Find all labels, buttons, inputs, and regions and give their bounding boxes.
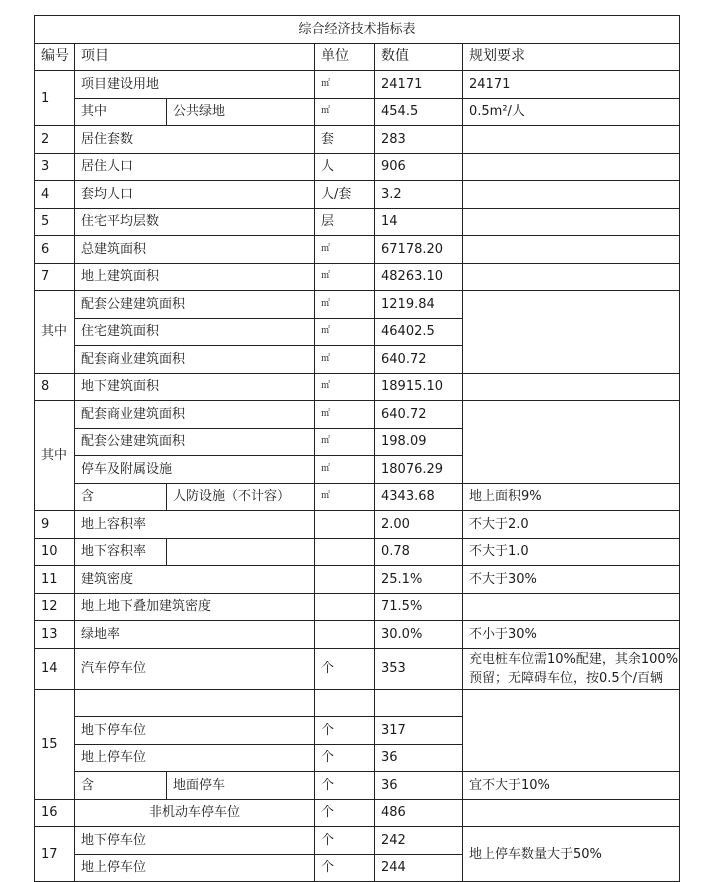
- row-value: 283: [375, 126, 463, 154]
- row-value: 25.1%: [375, 566, 463, 594]
- row-no: 14: [35, 648, 75, 689]
- table-row: [35, 566, 680, 594]
- row-req: [463, 689, 680, 772]
- row-item: 停车及附属设施: [75, 456, 315, 484]
- row-req: 宜不大于10%: [463, 772, 680, 800]
- row-unit: ㎡: [315, 318, 375, 346]
- row-unit: [315, 566, 375, 594]
- row-no: 其中: [35, 291, 75, 374]
- row-value: 24171: [375, 71, 463, 99]
- row-value: 71.5%: [375, 593, 463, 621]
- row-value: 353: [375, 648, 463, 689]
- row-unit: ㎡: [315, 483, 375, 511]
- table-row: [35, 689, 680, 717]
- row-value: 4343.68: [375, 483, 463, 511]
- row-unit: [315, 621, 375, 649]
- table-row: [35, 772, 680, 800]
- row-no: 其中: [35, 401, 75, 511]
- table-row: [35, 593, 680, 621]
- row-sub: 含: [75, 483, 167, 511]
- row-value: 1219.84: [375, 291, 463, 319]
- row-unit: 个: [315, 648, 375, 689]
- row-req: [463, 263, 680, 291]
- table-row: [35, 181, 680, 209]
- row-no: 2: [35, 126, 75, 154]
- row-no: 17: [35, 827, 75, 882]
- row-req: [463, 593, 680, 621]
- row-no: 1: [35, 71, 75, 126]
- row-item: 建筑密度: [75, 566, 315, 594]
- row-value: 3.2: [375, 181, 463, 209]
- row-unit: 个: [315, 717, 375, 745]
- row-item: 地上建筑面积: [75, 263, 315, 291]
- row-item: 居住人口: [75, 153, 315, 181]
- row-item: 地下停车位: [75, 827, 315, 855]
- row-req: [463, 153, 680, 181]
- row-value: 2.00: [375, 511, 463, 539]
- row-req: 不大于1.0: [463, 538, 680, 566]
- row-value: 18076.29: [375, 456, 463, 484]
- row-unit: [315, 689, 375, 717]
- row-value: 317: [375, 717, 463, 745]
- row-no: 7: [35, 263, 75, 291]
- row-no: 11: [35, 566, 75, 594]
- row-req: 不小于30%: [463, 621, 680, 649]
- table-row: [35, 621, 680, 649]
- table-title: 综合经济技术指标表: [35, 16, 680, 44]
- table-row: [35, 511, 680, 539]
- row-unit: ㎡: [315, 98, 375, 126]
- table-row: [35, 799, 680, 827]
- row-req: 充电桩车位需10%配建，其余100%预留；无障碍车位，按0.5个/百辆: [463, 648, 680, 689]
- row-no: 13: [35, 621, 75, 649]
- row-value: 36: [375, 744, 463, 772]
- row-req: [463, 236, 680, 264]
- row-item-empty: [75, 689, 315, 717]
- table-row: [35, 401, 680, 429]
- row-no: 12: [35, 593, 75, 621]
- row-item: 绿地率: [75, 621, 315, 649]
- row-item: 地下建筑面积: [75, 373, 315, 401]
- row-value: 30.0%: [375, 621, 463, 649]
- row-unit: [315, 511, 375, 539]
- row-unit: 个: [315, 744, 375, 772]
- row-unit: ㎡: [315, 71, 375, 99]
- row-value: 14: [375, 208, 463, 236]
- table-row: [35, 648, 680, 689]
- row-unit: 个: [315, 827, 375, 855]
- row-item: 人防设施（不计容）: [167, 483, 315, 511]
- row-item: 地面停车: [167, 772, 315, 800]
- table-row: [35, 98, 680, 126]
- row-item: 汽车停车位: [75, 648, 315, 689]
- row-unit: ㎡: [315, 291, 375, 319]
- row-item: 地下停车位: [75, 717, 315, 745]
- row-value: 486: [375, 799, 463, 827]
- row-item: 非机动车停车位: [75, 799, 315, 827]
- row-unit: 套: [315, 126, 375, 154]
- row-sub: 其中: [75, 98, 167, 126]
- row-unit: ㎡: [315, 401, 375, 429]
- row-unit: ㎡: [315, 236, 375, 264]
- table-row: [35, 373, 680, 401]
- row-unit: 人: [315, 153, 375, 181]
- row-value: 640.72: [375, 346, 463, 374]
- row-item: 地上容积率: [75, 511, 315, 539]
- row-value: 0.78: [375, 538, 463, 566]
- row-no: 9: [35, 511, 75, 539]
- row-item: 地上地下叠加建筑密度: [75, 593, 315, 621]
- row-no: 8: [35, 373, 75, 401]
- row-req: [463, 126, 680, 154]
- header-row: [35, 43, 680, 71]
- row-item: 配套公建建筑面积: [75, 291, 315, 319]
- row-value: 198.09: [375, 428, 463, 456]
- row-req: [463, 208, 680, 236]
- row-unit: ㎡: [315, 373, 375, 401]
- header-item: 项目: [75, 43, 315, 71]
- row-item: 配套公建建筑面积: [75, 428, 315, 456]
- row-unit: [315, 538, 375, 566]
- row-req: 地上面积9%: [463, 483, 680, 511]
- row-item: 地下容积率: [75, 538, 167, 566]
- row-unit: ㎡: [315, 346, 375, 374]
- row-item: 居住套数: [75, 126, 315, 154]
- row-value: 242: [375, 827, 463, 855]
- row-unit: 个: [315, 799, 375, 827]
- row-item: 套均人口: [75, 181, 315, 209]
- row-unit: [315, 593, 375, 621]
- row-item: 住宅建筑面积: [75, 318, 315, 346]
- row-item: 配套商业建筑面积: [75, 401, 315, 429]
- table-row: [35, 827, 680, 855]
- row-value: [375, 689, 463, 717]
- row-item: 地上停车位: [75, 854, 315, 882]
- row-no: 3: [35, 153, 75, 181]
- row-no: 4: [35, 181, 75, 209]
- table-row: [35, 236, 680, 264]
- table-row: [35, 263, 680, 291]
- header-req: 规划要求: [463, 43, 680, 71]
- table-row: [35, 483, 680, 511]
- row-value: 18915.10: [375, 373, 463, 401]
- row-req: [463, 401, 680, 484]
- row-value: 244: [375, 854, 463, 882]
- row-unit: 个: [315, 772, 375, 800]
- row-req: [463, 181, 680, 209]
- row-req: 0.5m²/人: [463, 98, 680, 126]
- row-value: 36: [375, 772, 463, 800]
- row-item: 项目建设用地: [75, 71, 315, 99]
- row-value: 46402.5: [375, 318, 463, 346]
- row-unit: 人/套: [315, 181, 375, 209]
- table-row: [35, 208, 680, 236]
- row-no: 16: [35, 799, 75, 827]
- header-value: 数值: [375, 43, 463, 71]
- table-row: [35, 153, 680, 181]
- row-no: 15: [35, 689, 75, 799]
- header-unit: 单位: [315, 43, 375, 71]
- row-sub: 含: [75, 772, 167, 800]
- row-value: 640.72: [375, 401, 463, 429]
- row-req: [463, 291, 680, 374]
- row-unit: ㎡: [315, 263, 375, 291]
- row-value: 454.5: [375, 98, 463, 126]
- row-item: 配套商业建筑面积: [75, 346, 315, 374]
- row-req: [463, 373, 680, 401]
- row-unit: 层: [315, 208, 375, 236]
- row-req: [463, 799, 680, 827]
- row-req: 不大于30%: [463, 566, 680, 594]
- indicator-table: [34, 15, 680, 882]
- row-no: 6: [35, 236, 75, 264]
- table-row: [35, 126, 680, 154]
- row-unit: ㎡: [315, 428, 375, 456]
- row-item: 公共绿地: [167, 98, 315, 126]
- table-row: [35, 71, 680, 99]
- row-unit: ㎡: [315, 456, 375, 484]
- row-item: 住宅平均层数: [75, 208, 315, 236]
- row-req: 24171: [463, 71, 680, 99]
- row-item: 总建筑面积: [75, 236, 315, 264]
- row-value: 67178.20: [375, 236, 463, 264]
- header-no: 编号: [35, 43, 75, 71]
- row-item: 地上停车位: [75, 744, 315, 772]
- row-value: 48263.10: [375, 263, 463, 291]
- row-no: 10: [35, 538, 75, 566]
- row-req: 不大于2.0: [463, 511, 680, 539]
- row-unit: 个: [315, 854, 375, 882]
- table-row: [35, 291, 680, 319]
- table-row: [35, 538, 680, 566]
- row-req: 地上停车数量大于50%: [463, 827, 680, 882]
- row-item-empty: [167, 538, 315, 566]
- row-no: 5: [35, 208, 75, 236]
- row-value: 906: [375, 153, 463, 181]
